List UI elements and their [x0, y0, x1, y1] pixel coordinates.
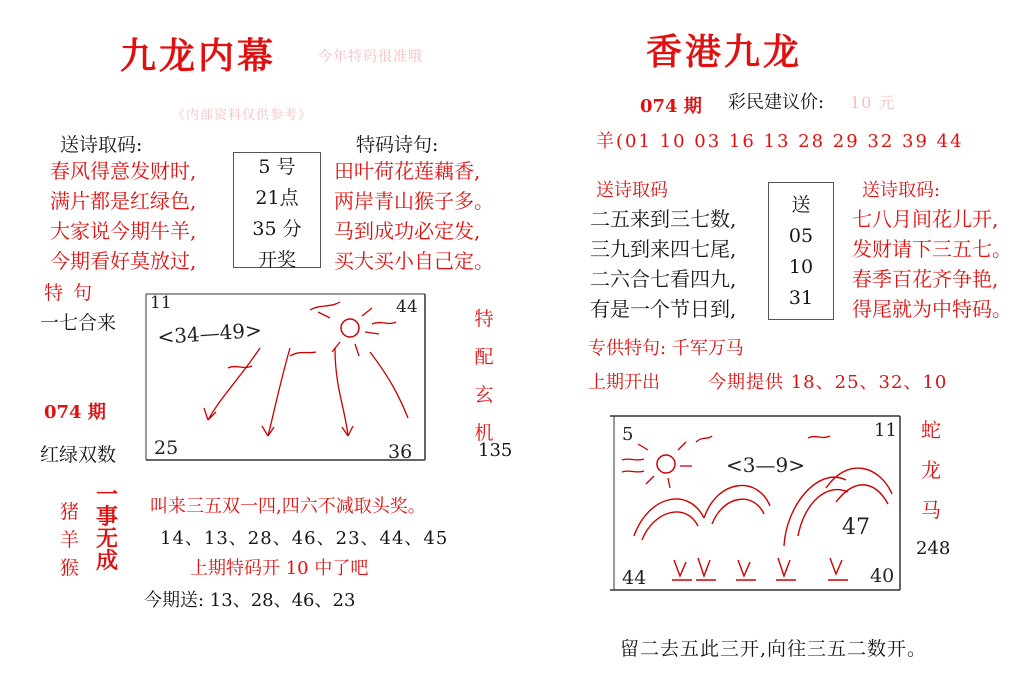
price-value: 10 元	[850, 93, 896, 112]
side-char: 特	[474, 308, 494, 330]
sketch-center: <3—9>	[726, 453, 805, 477]
right-poem-line: 得尾就为中特码。	[852, 297, 1012, 321]
side-char: 龙	[921, 458, 941, 482]
left-side-number: 135	[478, 440, 513, 461]
left-line2: 14、13、28、46、23、44、45	[160, 528, 449, 549]
right-poem-line: 三九到来四七尾,	[590, 237, 737, 261]
corner-tr: 44	[396, 297, 418, 317]
right-poem-right	[852, 204, 1012, 324]
side-char: 配	[474, 346, 494, 368]
left-issue: 074 期	[44, 402, 106, 423]
left-title: 九龙内幕	[120, 35, 277, 77]
rain-lines-icon	[204, 348, 408, 436]
send-box-text	[769, 190, 833, 314]
right-issue: 074 期	[640, 96, 702, 117]
left-line1: 叫来三五双一四,四六不减取头奖。	[150, 496, 426, 517]
right-poem-heading-left: 送诗取码	[596, 180, 668, 201]
phrase-char: 无	[95, 526, 118, 552]
send-number: 31	[788, 287, 814, 309]
arrows-icon	[672, 558, 848, 580]
right-poem-line: 二六合七看四九,	[590, 267, 737, 291]
draw-hour: 21点	[255, 187, 299, 209]
draw-label: 开奖	[257, 249, 296, 271]
corner-br: 36	[388, 441, 413, 463]
sheep-line: 羊(01 10 03 16 13 28 29 32 39 44	[596, 131, 964, 152]
phrase-char: 事	[95, 504, 118, 530]
right-bottom-line: 留二去五此三开,向往三五二数开。	[620, 638, 928, 660]
side-char: 玄	[474, 384, 494, 406]
offer-line: 今期提供 18、25、32、10	[708, 372, 948, 393]
sketch-center: <34—49>	[156, 317, 263, 349]
right-sketch	[608, 406, 908, 596]
vertical-phrase	[92, 484, 122, 572]
left-poem-line: 今期看好莫放过,	[50, 249, 197, 273]
right-title: 香港九龙	[646, 31, 803, 73]
right-poem-line: 七八月间花儿开,	[852, 207, 999, 231]
left-poem2-line: 田叶荷花莲藕香,	[334, 159, 481, 183]
right-poem-heading-right: 送诗取码:	[862, 180, 941, 201]
price-label: 彩民建议价:	[728, 92, 825, 113]
left-poem-line: 满片都是红绿色,	[50, 189, 197, 213]
left-poem-line: 春风得意发财时,	[50, 159, 197, 183]
right-side-chars	[916, 410, 946, 530]
phrase-char: 一	[95, 482, 118, 508]
zodiac-item: 羊	[60, 529, 80, 551]
zodiac-list	[60, 498, 79, 582]
left-poem-line: 大家说今期牛羊,	[50, 219, 197, 243]
left-title-note: 今年特码很准哦	[318, 49, 423, 65]
sketch-mid-right: 47	[842, 515, 870, 540]
side-char: 马	[921, 498, 941, 522]
sun-rays-icon	[310, 302, 396, 356]
left-subtitle: 《内部资料仅供参考》	[172, 108, 313, 123]
left-side-chars	[466, 300, 502, 452]
corner-tl: 11	[150, 293, 172, 313]
left-poem2-line: 马到成功必定发,	[334, 219, 481, 243]
right-special: 专供特句: 千军万马	[588, 338, 744, 359]
right-poem-line: 春季百花齐争艳,	[852, 267, 999, 291]
zodiac-item: 猴	[60, 557, 80, 579]
corner-br: 40	[870, 565, 895, 587]
corner-tl: 5	[622, 424, 634, 445]
left-poem2	[334, 156, 494, 276]
side-char: 蛇	[921, 418, 941, 442]
right-poem-line: 发财请下三五七。	[852, 237, 1012, 261]
right-poem-left	[590, 204, 736, 324]
special-text: 一七合来	[40, 312, 117, 334]
color-text: 红绿双数	[40, 444, 117, 466]
left-line4: 今期送: 13、28、46、23	[144, 590, 356, 611]
right-poem-line: 二五来到三七数,	[590, 207, 737, 231]
left-poem2-line: 两岸青山猴子多。	[334, 189, 494, 213]
sketch-labels	[622, 420, 897, 589]
send-number: 05	[788, 225, 814, 247]
last-label: 上期开出	[588, 372, 660, 393]
sun-icon	[341, 319, 359, 337]
corner-bl: 44	[622, 567, 647, 589]
left-poem2-line: 买大买小自己定。	[334, 249, 494, 273]
corner-bl: 25	[154, 437, 179, 459]
left-sketch	[140, 288, 430, 468]
left-poem	[50, 156, 196, 276]
send-number: 10	[788, 256, 814, 278]
side-char: 机	[474, 422, 494, 444]
sketch-labels	[150, 293, 418, 463]
draw-minute: 35 分	[252, 218, 302, 240]
right-poem-line: 有是一个节日到,	[590, 297, 737, 321]
left-line3: 上期特码开 10 中了吧	[190, 558, 369, 579]
right-side-number: 248	[916, 538, 951, 559]
sun-icon	[657, 455, 675, 473]
send-label: 送	[791, 194, 811, 216]
left-poem-heading: 送诗取码:	[60, 134, 143, 156]
corner-tr: 11	[874, 420, 897, 441]
left-poem2-heading: 特码诗句:	[356, 134, 439, 156]
special-heading: 特 句	[44, 282, 95, 304]
zodiac-item: 猪	[60, 501, 80, 523]
phrase-char: 成	[95, 548, 118, 574]
draw-day: 5 号	[258, 156, 296, 178]
draw-time-text	[234, 152, 320, 276]
